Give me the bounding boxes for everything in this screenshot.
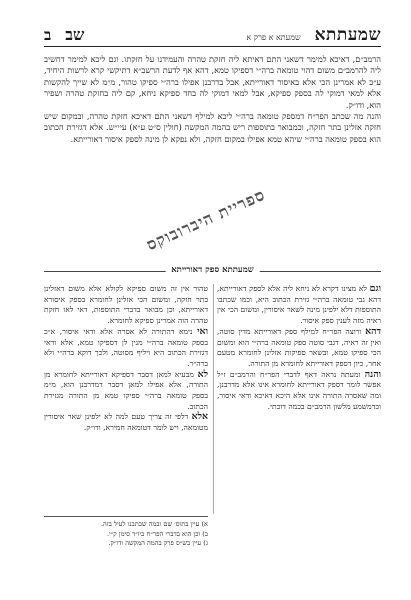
footnote: ב) וכן הוא בדברי הפר״ח ביו״ד סימן ק״י.	[106, 529, 208, 538]
commentary-paragraph	[217, 284, 381, 327]
lead-word: לא	[197, 368, 208, 380]
commentary-paragraph: טהור אין זה משום ספיקא לקולא אלא משום דאזלינן בתר חזקה, ומשום הכי אזלינן לחומרא בספק איסורא דאורייתא, וכן מבואר בדברי התוספות, דאי לאו חזקת טהרה הוה אמרינן ספיקא לחומרא.	[44, 284, 208, 326]
main-text	[44, 54, 381, 145]
lead-word: והנה	[364, 368, 381, 380]
footnote: ג) עיין בש״ס פרק בהמה המקשה ודו״ק.	[108, 539, 208, 548]
main-paragraph-2: והנה מה שכתב הפר״ח דמספק טומאה ברה״י ליכא למילף דשאני התם דאיכא חזקת טהרה, ובמקום שיש חזקה אזלינן בתר חזקה, וכמבואר בתוספות ריש בהמה המקשה (חולין ס״ט ע״א) עיי״ש. אלא דגזירת הכתוב הוא בספק טומאה ברה״י שיהא טמא אפילו במקום חזקה, ולא נפקא לן מינה לספק איסור דאורייתא.	[44, 111, 381, 144]
paragraph-text: מבעיא למאן דסבר דספיקא דאורייתא לחומרא מן התורה, אלא אפילו למאן דסבר דמדרבנן הוא, מ״מ בספק טומאה ברה״י ספיקו טמא מן התורה מגזירת הכתוב.	[44, 369, 208, 411]
lead-word: אלא	[191, 411, 208, 423]
lead-word: ואי	[197, 325, 208, 337]
header-right-group	[246, 25, 381, 45]
commentary-paragraph	[44, 412, 208, 433]
commentary-left-column	[44, 284, 208, 434]
commentary-title: שמעתתא ספק דאורייתא	[165, 264, 260, 275]
header-mark: שב	[65, 25, 85, 44]
running-header	[44, 24, 381, 47]
paragraph-text: ורוצה הפר״ח למילף ספק דאורייתא מדין סוטה, ואין זה ראיה, דגבי סוטה ספק טומאה ברה״י הוא ומשום הכי ספיקו טמא, ובשאר ספיקות אזלינן לחומרא מטעם אחר, כיון דספק דאורייתא לחומרא מן התורה.	[217, 326, 381, 368]
commentary-paragraph	[217, 327, 381, 370]
main-paragraph-1: הרמב״ם, דאיכא למימר דשאני התם דאיתא ליה חזקת טהרה והעמידנו על חזקתו. וגם ליכא למימר דחשיב ליה להרמב״ם משום דהוי טומאה ברה״י דספיקו טמא, דהא אף לדעת הרשב״א דתיקשי קרא לרשות היחיד, ע״כ לא אמרינן הכי אלא באיסור דאורייתא, אבל בדרבנן אפילו ברה״י ספיקו טהור, מ״מ לא שייך להקשות אלא למאי דמוקי לה בספק ספיקא, אבל למאי דמוקי לה בחד ספיקא ניחא, קם ליה בחזקת טהרה ושפיר הוא, ודו״ק.	[44, 54, 381, 110]
lead-word: דהא	[365, 325, 381, 337]
paragraph-text: לא מצינו דקרא לא ניחא ליה אלא לספק דאורייתא, דהא גבי טומאה ברה״י גזירת הכתוב היא, וכמו שכתבו התוספות דלא ילפינן מינה לשאר איסורין, ומשום הכי אין ראיה מזה לענין ספק איסור.	[217, 284, 381, 326]
footnotes	[44, 520, 208, 549]
commentary-banner	[44, 264, 381, 278]
header-left-group	[44, 25, 84, 45]
footnote-rule	[44, 516, 208, 517]
commentary-paragraph	[217, 370, 381, 413]
commentary-right-column	[217, 284, 381, 412]
commentary-paragraph	[44, 327, 208, 370]
lead-word: וגם	[369, 283, 381, 294]
paragraph-text: נימא דהתורה לא אסרה אלא ודאי איסור, א״כ בספק טומאה ברה״י מנין לן דספיקו טמא, אלא ודאי דגזירת הכתוב היא ויליף מסוטה, ולכך דוקא ברה״י ולא ברה״ר.	[44, 326, 208, 368]
library-stamp-watermark	[128, 169, 285, 271]
commentary-paragraph	[44, 370, 208, 413]
header-subtitle: שמעתא א פרק א	[246, 33, 301, 42]
column-divider	[213, 284, 214, 514]
page-letter: ב	[44, 26, 52, 44]
paragraph-text: ומעתה נראה דאף לדברי הפר״ח והרמב״ם ז״ל אפשר לומר דספק דאורייתא לחומרא אינו אלא מדרבנן, ומה שאסרה התורה אינו אלא היכא דאיכא ודאי איסור, וכדמשמע מלשון הרמב״ם בכמה דוכתי.	[217, 369, 381, 411]
footnote: א) עיין בתוס׳ שם ובמה שכתבנו לעיל בזה.	[100, 520, 208, 528]
stamp-text: ספריית היברובוקס	[143, 184, 269, 255]
header-title: שמעתתא	[314, 25, 381, 45]
paragraph-text: דלפי זה צריך טעם למה לא ילפינן שאר איסורין מטומאה, ויש לומר דטומאה חמירא, ודו״ק.	[44, 412, 208, 433]
